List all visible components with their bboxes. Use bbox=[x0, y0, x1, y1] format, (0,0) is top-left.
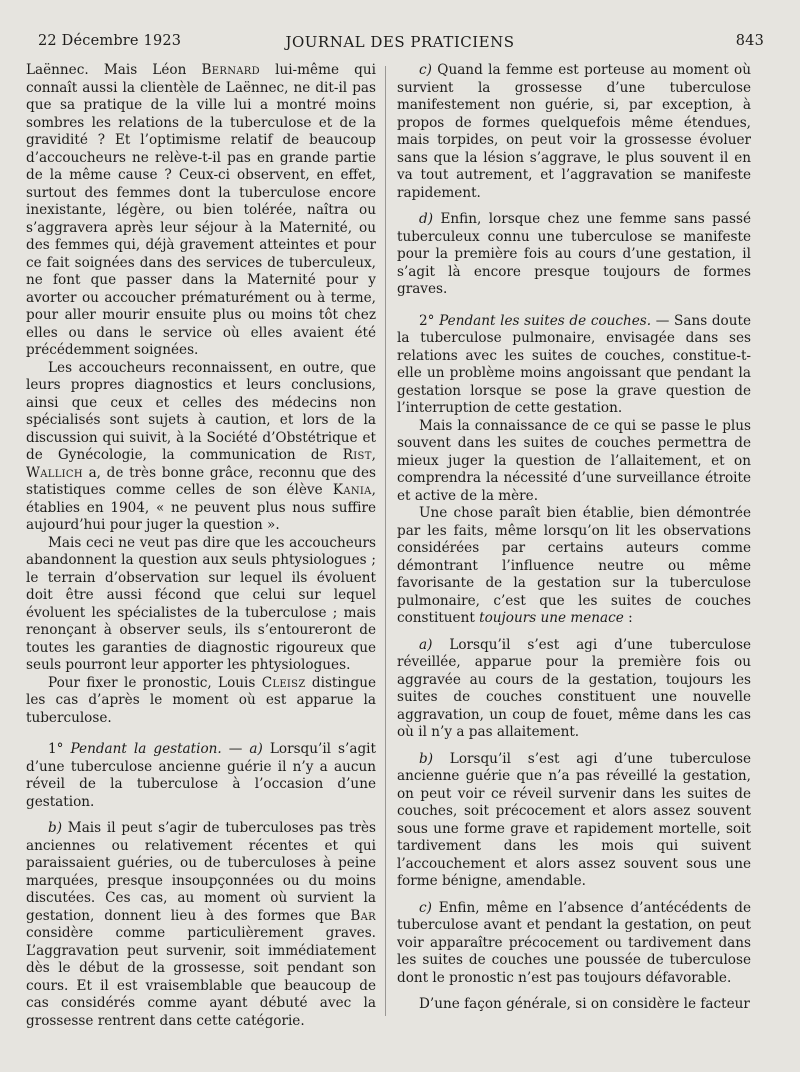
section-heading-paragraph: 2° Pendant les suites de couches. — Sans doute la tuberculose pulmonaire, envisagée dans ses relations avec les suites de couches, constitue-t-elle un problème moins angoissant que pendant la gestation lorsque se pose la grave question de l’interruption de cette gestation. bbox=[397, 312, 751, 416]
paragraph: Laënnec. Mais Léon Bernard lui-même qui connaît aussi la clientèle de Laënnec, ne dit-il pas que sa pratique de la ville lui a montré moins sombres les relations de la tuberculose et de la gravidité ? Et l’optimisme relatif de beaucoup d’accoucheurs ne relève-t-il pas en grande partie de la même cause ? Ceux-ci observent, en effet, surtout des femmes dont la tuberculose encore inexistante, légère, ou bien tolérée, naîtra ou s’aggravera après leur séjour à la Maternité, ou des femmes qui, déjà gravement atteintes et pour ce fait soignées dans des services de tuberculeux, ne font que passer dans la Maternité pour y avorter ou accoucher prématurément ou à terme, pour aller mourir ensuite plus ou moins tôt chez elles ou dans le service où elles avaient été précédemment soignées. bbox=[26, 62, 376, 358]
paragraph: Mais ceci ne veut pas dire que les accoucheurs abandonnent la question aux seuls phtysiologues ; le terrain d’observation sur lequel ils évoluent doit être aussi fécond que celui sur lequel évoluent les spécialistes de la tuberculose ; mais renonçant à observer seuls, ils s’entoureront de toutes les garanties de diagnostic rigoureux que seuls pourront leur apporter les phtysiologues. bbox=[26, 534, 376, 673]
paragraph: Une chose paraît bien établie, bien démontrée par les faits, même lorsqu’on lit les observations considérées par certains auteurs comme démontrant l’influence neutre ou même favorisante de la gestation sur la tuberculose pulmonaire, c’est que les suites de couches constituent toujours une menace : bbox=[397, 505, 751, 626]
journal-title: JOURNAL DES PRATICIENS bbox=[285, 33, 515, 51]
column-divider bbox=[385, 66, 386, 1016]
paragraph: Pour fixer le pronostic, Louis Cleisz distingue les cas d’après le moment où est apparue la tuberculose. bbox=[26, 674, 376, 726]
paragraph: c) Quand la femme est porteuse au moment où survient la grossesse d’une tuberculose manifestement non guérie, si, par exception, à propos de formes quelquefois même étendues, mais torpides, on peut voir la grossesse évoluer sans que la lésion s’aggrave, le plus souvent il en va tout autrement, et l’aggravation se manifeste rapidement. bbox=[397, 62, 751, 201]
paragraph: Mais la connaissance de ce qui se passe le plus souvent dans les suites de couches permettra de mieux juger la question de l’allaitement, et on comprendra la nécessité d’une surveillance étroite et active de la mère. bbox=[397, 417, 751, 504]
paragraph: b) Lorsqu’il s’est agi d’une tuberculose ancienne guérie que n’a pas réveillé la gestation, on peut voir ce réveil survenir dans les suites de couches, soit précocement et alors assez souvent sous une forme grave et rapidement mortelle, soit tardivement dans les mois qui suivent l’accouchement et alors assez souvent sous une forme bénigne, amendable. bbox=[397, 750, 751, 889]
page-number: 843 bbox=[735, 33, 764, 49]
page-header bbox=[0, 30, 800, 54]
section-title: Pendant les suites de couches. bbox=[439, 312, 652, 329]
author-name: Rist bbox=[342, 447, 372, 463]
section-heading-paragraph: 1° Pendant la gestation. — a) Lorsqu’il s’agit d’une tuberculose ancienne guérie il n’y a aucun réveil de la tuberculose à l’occasion d’une gestation. bbox=[26, 741, 376, 810]
paragraph: D’une façon générale, si on considère le facteur bbox=[419, 996, 750, 1012]
paragraph: a) Lorsqu’il s’est agi d’une tuberculose réveillée, apparue pour la première fois ou aggravée au cours de la gestation, toujours les suites de couches constituent une nouvelle aggravation, un coup de fouet, même dans les cas où il n’y a pas allaitement. bbox=[397, 636, 751, 740]
issue-date: 22 Décembre 1923 bbox=[38, 33, 182, 49]
paragraph: b) Mais il peut s’agir de tuberculoses pas très anciennes ou relativement récentes et qui paraissaient guéries, ou de tuberculoses à peine marquées, presque insoupçonnées ou du moins discutées. Ces cas, au moment où survient la gestation, donnent lieu à des formes que Bar considère comme particulièrement graves. L’aggravation peut survenir, soit immédiatement dès le début de la grossesse, soit pendant son cours. Et il est vraisemblable que beaucoup de cas considérés comme ayant débuté avec la grossesse rentrent dans cette catégorie. bbox=[26, 820, 376, 1029]
author-name: Kania bbox=[332, 482, 372, 498]
author-name: Bernard bbox=[201, 62, 260, 78]
paragraph: d) Enfin, lorsque chez une femme sans passé tuberculeux connu une tuberculose se manifeste pour la première fois au cours d’une gestation, il s’agit là encore presque toujours de formes graves. bbox=[397, 211, 751, 297]
section-title: Pendant la gestation. bbox=[70, 741, 222, 757]
left-column bbox=[26, 62, 376, 1029]
author-name: Bar bbox=[350, 907, 376, 924]
author-name: Wallich bbox=[26, 464, 83, 481]
paragraph: c) Enfin, même en l’absence d’antécédents de tuberculose avant et pendant la gestation, on peut voir apparaître précocement ou tardivement dans les suites de couches une poussée de tuberculose dont le pronostic n’est pas toujours défavorable. bbox=[397, 899, 751, 986]
paragraph: Les accoucheurs reconnaissent, en outre, que leurs propres diagnostics et leurs conclusions, ainsi que ceux et celles des médecins non spécialisés sont sujets à caution, et lors de la discussion qui suivit, à la Société d’Obstétrique et de Gynécologie, la communication de Rist, Wallich a, de très bonne grâce, reconnu que des statistiques comme celles de son élève Kania, établies en 1904, « ne peuvent plus nous suffire aujourd’hui pour juger la question ». bbox=[26, 359, 376, 533]
right-column bbox=[397, 62, 751, 1022]
author-name: Cleisz bbox=[261, 674, 306, 691]
